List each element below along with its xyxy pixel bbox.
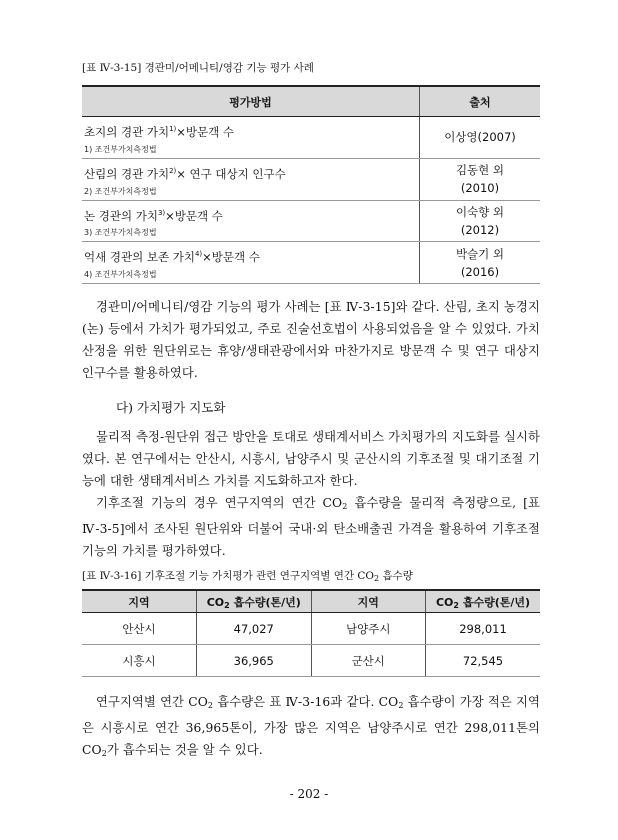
table-header-row [82,590,540,613]
section-heading: 다) 가치평가 지도화 [116,400,226,416]
method-note: 3) 조건부가치측정법 [84,228,157,238]
co2-cell: 36,965 [197,645,312,677]
method-text: 초지의 경관 가치$^{1)}$×방문객 수 [84,124,234,139]
page-content [82,60,540,765]
paragraph-climate-regulation: 기후조절 기능의 경우 연구지역의 연간 CO2 흡수량을 물리적 측정량으로, [표 Ⅳ-3-5]에서 조사된 원단위와 더불어 국내·외 탄소배출권 가격을 활용하여 기후조절 기능의 가치를 평가하였다. [82,496,540,559]
table-row [82,200,540,242]
source-cell: 김동현 외 (2010) [420,158,541,200]
header-source: 출처 [420,86,541,117]
region-cell: 군산시 [311,645,426,677]
region-cell: 시흥시 [82,645,197,677]
page-number: - 202 - [289,787,329,801]
region-cell: 남양주시 [311,613,426,645]
table-row [82,117,540,159]
paragraph-co2-summary: 연구지역별 연간 CO2 흡수량은 표 Ⅳ-3-16과 같다. CO2 흡수량이 가장 적은 지역은 시흥시로 연간 36,965톤이, 가장 많은 지역은 남양주시로 연간 298,011톤의 CO2가 흡수되는 것을 알 수 있다. [82,695,540,759]
table-row [82,645,540,677]
table1-caption: [표 Ⅳ-3-15] 경관미/어메니티/영감 기능 평가 사례 [82,62,314,74]
paragraph-mapping: 물리적 측정-원단위 접근 방안을 토대로 생태계서비스 가치평가의 지도화를 실시하였다. 본 연구에서는 안산시, 시흥시, 남양주시 및 군산시의 기후조절 및 대기조절 기능에 대한 생태계서비스 가치를 지도화하고자 한다. [82,430,540,489]
table-row [82,158,540,200]
source-cell: 이상영(2007) [420,117,541,159]
table-row [82,242,540,284]
header-method: 평가방법 [82,86,420,117]
method-cell [82,117,420,159]
method-note: 1) 조건부가치측정법 [84,144,157,154]
co2-cell: 47,027 [197,613,312,645]
table2-caption: [표 Ⅳ-3-16] 기후조절 기능 가치평가 관련 연구지역별 연간 CO2 흡수량 [82,570,413,584]
method-cell [82,200,420,242]
method-cell [82,158,420,200]
method-cell [82,242,420,284]
header-co2: CO2 흡수량(톤/년) [426,590,541,613]
paragraph-evaluation-cases: 경관미/어메니티/영감 기능의 평가 사례는 [표 Ⅳ-3-15]와 같다. 산림, 초지 농경지(논) 등에서 가치가 평가되었고, 주로 진술선호법이 사용되었음을 알 수 있었다. 가치 산정을 위한 원단위로는 휴양/생태관광에서와 마찬가지로 방문객 수 및 연구 대상지 인구수를 활용하였다. [82,300,540,381]
table-row [82,613,540,645]
header-region: 지역 [311,590,426,613]
header-region: 지역 [82,590,197,613]
co2-absorption-table [82,589,540,677]
co2-cell: 298,011 [426,613,541,645]
region-cell: 안산시 [82,613,197,645]
evaluation-cases-table [82,85,540,284]
method-text: 논 경관의 가치$^{3)}$×방문객 수 [84,208,223,223]
source-cell: 이숙향 외 (2012) [420,200,541,242]
method-text: 억새 경관의 보존 가치$^{4)}$×방문객 수 [84,250,260,265]
co2-cell: 72,545 [426,645,541,677]
method-text: 산림의 경관 가치$^{2)}$× 연구 대상지 인구수 [84,166,286,181]
method-note: 2) 조건부가치측정법 [84,186,157,196]
table-header-row [82,86,540,117]
source-cell: 박슬기 외 (2016) [420,242,541,284]
header-co2: CO2 흡수량(톤/년) [197,590,312,613]
method-note: 4) 조건부가치측정법 [84,270,157,280]
